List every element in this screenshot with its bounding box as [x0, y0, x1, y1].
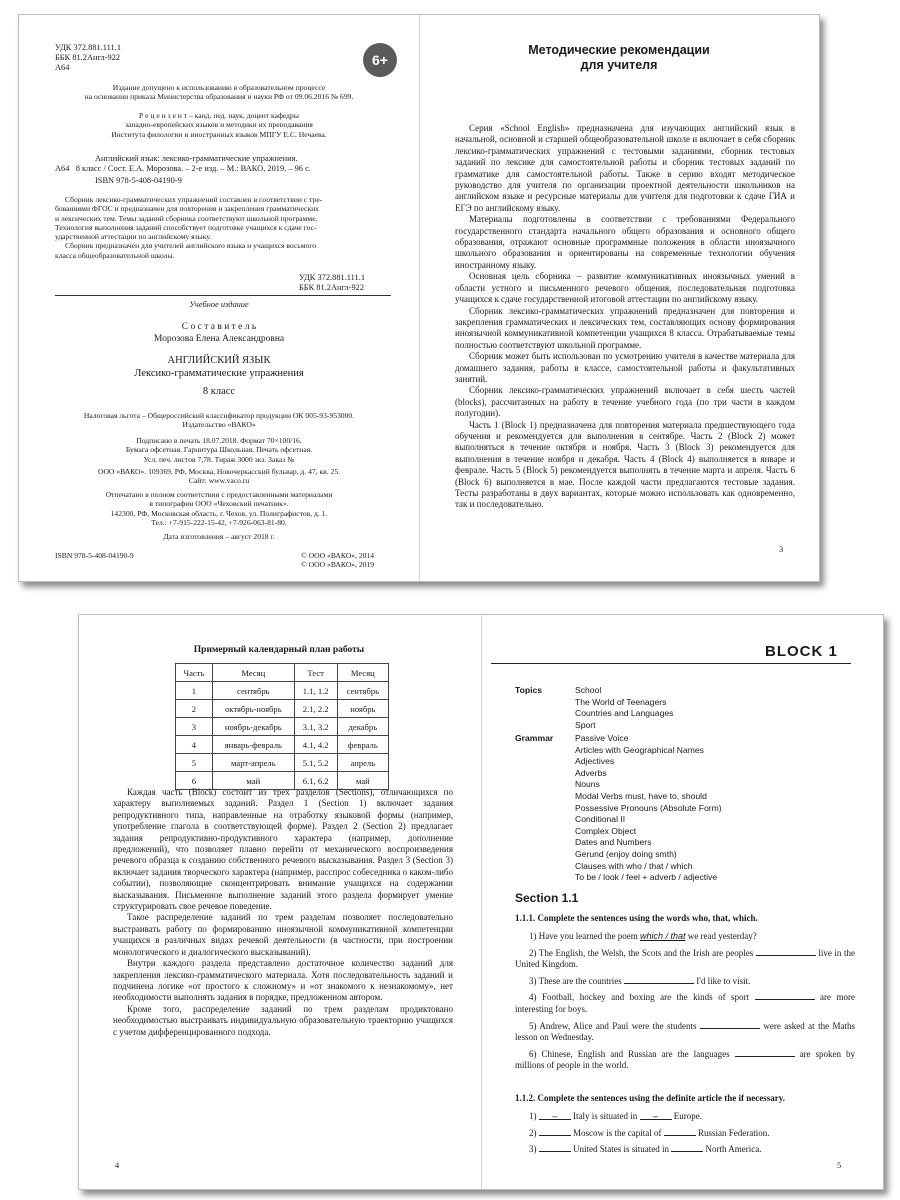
- page-number: 4: [115, 1161, 120, 1170]
- answer-blank[interactable]: [700, 1020, 760, 1029]
- table-row: [176, 700, 389, 718]
- annotation: [55, 195, 391, 260]
- table-cell: март-апрель: [212, 754, 294, 772]
- table-cell: февраль: [337, 736, 388, 754]
- answer-blank[interactable]: [624, 975, 694, 984]
- item-number: 3): [529, 1144, 537, 1155]
- copyright: [301, 551, 411, 570]
- annotation-line: Сборник лексико-грамматических упражнений составлен в соответствии с тре-: [65, 195, 323, 204]
- exercise-item: [515, 931, 855, 943]
- item-text: 3) These are the countries: [529, 975, 625, 986]
- printing-line: в типографии ООО «Чеховский печатник».: [149, 499, 289, 509]
- block-structure-text: [113, 787, 453, 1038]
- table-cell: 3.1, 3.2: [294, 718, 337, 736]
- item-text: 4) Football, hockey and boxing are the kinds of sport: [529, 992, 755, 1003]
- grammar-label: Grammar: [515, 733, 554, 743]
- annotation-line: Сборник предназначен для учителей английского языка и учащихся восьмого: [65, 241, 317, 251]
- paragraph: Основная цель сборника – развитие коммуникативных иноязычных умений в области устного и письменного речевого общения, последовательная подготовка учащихся к сдаче государственной итоговой аттестации по английскому языку.: [455, 271, 795, 305]
- list-item: Adverbs: [575, 767, 607, 778]
- print-info-line: Усл. печ. листов 7,78. Тираж 3000 экз. Заказ №: [143, 454, 295, 464]
- task-2-title: 1.1.2. Complete the sentences using the definite article the if necessary.: [515, 1093, 785, 1103]
- list-item: Nouns: [575, 779, 600, 790]
- column-header: Часть: [176, 664, 213, 682]
- exercise-item: [515, 947, 855, 971]
- page-number: 3: [779, 545, 784, 554]
- table-cell: 1.1, 1.2: [294, 682, 337, 700]
- list-item: Sport: [575, 719, 596, 730]
- table-cell: 5: [176, 754, 213, 772]
- paragraph: Материалы подготовлены в соответствии с требованиями Федерального государственного стандарта начального общего образования и основного общего образования, отражают основные программные положения в области иноязычного школьного образования и ориентированы на современные технологии обучения иностранному языку.: [455, 214, 795, 270]
- task-1-title: 1.1.1. Complete the sentences using the words who, that, which.: [515, 913, 758, 923]
- imprint: [49, 411, 389, 430]
- list-item: Countries and Languages: [575, 708, 674, 719]
- table-cell: январь-февраль: [212, 736, 294, 754]
- item-text: 6) Chinese, English and Russian are the languages: [529, 1048, 735, 1059]
- exercise-item: [529, 1127, 849, 1140]
- codes-right: [299, 273, 399, 293]
- spread-pages-4-5: [78, 614, 884, 1190]
- exercise-item: [515, 991, 855, 1015]
- schedule-table: [175, 663, 389, 790]
- approval-line: на основании приказа Министерства образования и науки РФ от 09.06.2016 № 699.: [84, 92, 354, 102]
- table-cell: апрель: [337, 754, 388, 772]
- table-row: [176, 718, 389, 736]
- annotation-line: бованиями ФГОС и предназначен для повторения и закрепления грамматических: [55, 204, 319, 214]
- table-title: Примерный календарный план работы: [193, 645, 365, 655]
- table-cell: 6.1, 6.2: [294, 772, 337, 790]
- item-text: Moscow is the capital of: [570, 1127, 664, 1138]
- printing-line: 142300, РФ, Московская область, г. Чехов, ул. Полиграфистов, д. 1.: [110, 508, 328, 518]
- list-item: Articles with Geographical Names: [575, 744, 704, 755]
- list-item: Dates and Numbers: [575, 837, 652, 848]
- table-row: [176, 754, 389, 772]
- item-text: are more interesting for boys.: [515, 992, 855, 1014]
- table-cell: ноябрь: [337, 700, 388, 718]
- date-made: Дата изготовления – август 2018 г.: [163, 532, 275, 541]
- answer-blank[interactable]: [539, 1127, 571, 1136]
- table-cell: сентябрь: [212, 682, 294, 700]
- item-text: 1) Have you learned the poem: [529, 931, 640, 941]
- exercise-item: [529, 1143, 849, 1156]
- compiler-name: Морозова Елена Александровна: [153, 334, 285, 344]
- answer-blank[interactable]: [755, 991, 815, 1000]
- annotation-line: Технология выполнения заданий способствует подготовке учащихся к сдаче гос-: [55, 222, 317, 232]
- table-cell: декабрь: [337, 718, 388, 736]
- print-info: [49, 436, 389, 464]
- table-header-row: [176, 664, 389, 682]
- answer-blank[interactable]: [756, 947, 816, 956]
- table-cell: 1: [176, 682, 213, 700]
- annotation-line: и лексических тем. Темы заданий сборника соответствуют школьной программе.: [55, 213, 318, 223]
- copyright-line: © ООО «ВАКО», 2019: [301, 560, 375, 570]
- list-item: The World of Teenagers: [575, 696, 667, 707]
- print-info-line: Бумага офсетная. Гарнитура Школьная. Печать офсетная.: [125, 445, 313, 455]
- reviewer-note: [49, 111, 389, 139]
- publisher-address: ООО «ВАКО». 109369, РФ, Москва, Новочеркасский бульвар, д. 47, кв. 25.: [97, 467, 341, 476]
- imprint-line: Налоговая льгота – Общероссийский классификатор продукции ОК 005-93-953000.: [83, 411, 355, 420]
- list-item: Gerund (enjoy doing smth): [575, 848, 677, 859]
- title-line-2: 8 класс / Сост. Е.А. Морозова. – 2-е изд. – М.: ВАКО, 2019. – 96 с.: [75, 164, 311, 174]
- recommendations-text: [455, 123, 795, 511]
- paragraph: Каждая часть (Block) состоит из трех разделов (Sections), отличающихся по характеру выполняемых заданий. Раздел 1 (Section 1) включает задания репродуктивного типа, направленные на отработку языковой формы (например, употребление глагола в соответствующей форме). Раздел 2 (Section 2) предлагает задания репродуктивно-продуктивного характера (например, дополнение предложений), что позволяет плавно перейти от механического воспроизведения речевого образца к созданию собственного речевого высказывания. Раздел 3 (Section 3) включает задания творческого характера (например, расспрос собеседника о каком-либо событии), позволяющие сконцентрировать внимание учащихся на содержании высказывания. Письменное выполнение заданий этого раздела формирует умение структурировать свое речевое поведение.: [113, 787, 453, 912]
- table-cell: 3: [176, 718, 213, 736]
- column-header: Месяц: [337, 664, 388, 682]
- page-heading: [449, 43, 789, 73]
- printing-line: Тел.: +7-915-222-15-42, +7-926-063-81-80.: [151, 517, 287, 527]
- item-text: Europe.: [671, 1111, 702, 1121]
- compiler-label: С о с т а в и т е л ь: [181, 322, 257, 332]
- classification-codes: [55, 43, 175, 74]
- table-cell: 5.1, 5.2: [294, 754, 337, 772]
- gutter-line: [481, 615, 482, 1189]
- approval-note: [49, 83, 389, 102]
- table-cell: сентябрь: [337, 682, 388, 700]
- annotation-line: ударственной аттестации по английскому языку.: [55, 232, 212, 242]
- table-cell: октябрь-ноябрь: [212, 700, 294, 718]
- answer-blank[interactable]: –: [640, 1111, 672, 1120]
- a64-code: А64: [55, 63, 70, 73]
- item-text: we read yesterday?: [685, 931, 757, 941]
- exercise-item: [529, 1111, 849, 1123]
- item-text: live in the United Kingdom.: [515, 947, 855, 970]
- udk-code-right: УДК 372.881.111.1: [299, 273, 366, 282]
- column-header: Тест: [294, 664, 337, 682]
- paragraph: Сборник может быть использован по усмотрению учителя в качестве материала для домашнего задания, работы в классе, самостоятельной работы и факультативных занятий.: [455, 351, 795, 384]
- bbk-code: ББК 81.2Англ-922: [55, 53, 121, 63]
- heading-line: Методические рекомендации: [528, 43, 710, 57]
- paragraph: Сборник лексико-грамматических упражнений предназначен для повторения и закрепления грамматических и лексических тем, составляющих основу формирования иноязычной коммуникативной компетенции учащихся 8 класса. Отрабатываемые темы полностью соответствуют школьной программе.: [455, 305, 795, 350]
- list-item: Adjectives: [575, 756, 615, 767]
- gutter-line: [419, 15, 420, 581]
- paragraph: Серия «School English» предназначена для изучающих английский язык в начальной, основной и старшей общеобразовательной школе и включает в себя сборник лексико-грамматических упражнений с тестовыми заданиями, сборник тестовых заданий по лексике для самостоятельной работы и сборник тестовых заданий по грамматике для самостоятельной работы. Также в серию входят методическое руководство для учителя по организации проектной деятельности школьников на английском языке и ресурсные материалы для учителя для подготовки к сдаче ГИА и ЕГЭ по английскому языку.: [455, 123, 795, 213]
- publisher-site: Сайт: www.vaco.ru: [188, 476, 250, 486]
- exercise-item: [515, 1020, 855, 1044]
- answer-blank[interactable]: [735, 1048, 795, 1057]
- grade: 8 класс: [202, 386, 236, 397]
- book-subtitle: Лексико-грамматические упражнения: [134, 367, 304, 379]
- paragraph: Кроме того, распределение заданий по трем разделам продиктовано необходимостью выстраивать индивидуальную образовательную траекторию учащихся с учетом дифференцированного подхода.: [113, 1003, 453, 1037]
- list-item: School: [575, 685, 602, 695]
- reviewer-line: западно-европейских языков и методики их преподавания: [125, 120, 313, 130]
- bibliographic-entry: [55, 154, 395, 187]
- item-text: 2) The English, the Welsh, the Scots and the Irish are peoples: [529, 947, 756, 958]
- table-cell: май: [337, 772, 388, 790]
- item-text: were asked at the Maths lesson on Wednesday.: [515, 1020, 855, 1043]
- item-text: I'd like to visit.: [694, 975, 751, 986]
- table-row: [176, 682, 389, 700]
- column-header: Месяц: [212, 664, 294, 682]
- item-text: United States is situated in: [570, 1144, 672, 1155]
- topics-label: Topics: [515, 685, 543, 695]
- approval-line: Издание допущено к использованию в образовательном процессе: [112, 83, 326, 92]
- list-item: Possessive Pronouns (Absolute Form): [575, 802, 722, 813]
- item-text: are spoken by millions of people in the world.: [515, 1048, 855, 1071]
- book-title-block: [49, 355, 389, 399]
- paragraph: Внутри каждого раздела представлено достаточное количество заданий для закрепления лексико-грамматического материала. Хотя последовательность заданий и подчинена логике «от простого к сложному» и «от знакомого к незнакомому», нет необходимости выполнять задания в порядке, предложенном автором.: [113, 958, 453, 1003]
- reviewer-line: Института филологии и иностранных языков МПГУ Е.С. Нечаева.: [111, 129, 327, 139]
- table-cell: ноябрь-декабрь: [212, 718, 294, 736]
- list-item: Conditional II: [575, 814, 626, 825]
- annotation-line: класса общеобразовательной школы.: [55, 250, 175, 260]
- table-cell: 6: [176, 772, 213, 790]
- table-cell: 2: [176, 700, 213, 718]
- edition-type: Учебное издание: [189, 300, 249, 309]
- item-number: 2): [529, 1127, 537, 1138]
- handwritten-answer: which / that: [639, 931, 686, 941]
- print-info-line: Подписано в печать 18.07.2018. Формат 70×100/16.: [136, 436, 302, 445]
- publisher-info: [49, 467, 389, 486]
- task-1-items: [515, 931, 855, 1076]
- list-item: To be / look / feel + adverb / adjective: [575, 872, 718, 883]
- table-row: [176, 736, 389, 754]
- answer-blank[interactable]: –: [539, 1111, 571, 1120]
- paragraph: Такое распределение заданий по трем разделам позволяет последовательно выстраивать работу по формированию иноязычной коммуникативной компетенции учащихся в различных видах речевой деятельности (в частности, при построении монологического и диалогического высказываний).: [113, 912, 453, 957]
- item-text: Russian Federation.: [695, 1127, 770, 1138]
- imprint-line: Издательство «ВАКО»: [182, 420, 256, 430]
- title-line: Английский язык: лексико-грамматические упражнения.: [95, 154, 298, 163]
- table-cell: 4: [176, 736, 213, 754]
- answer-blank[interactable]: [664, 1127, 696, 1136]
- compiler-block: [49, 321, 389, 345]
- answer-blank[interactable]: [671, 1143, 703, 1152]
- age-rating-badge: 6+: [363, 43, 397, 77]
- item-text: North America.: [703, 1144, 762, 1155]
- paragraph: Часть 1 (Block 1) предназначена для повторения материала предшествующего года обучения и рекомендуется для выполнения в сентябре. Часть 2 (Block 2) может выполняться в течение октября и ноября. Часть 3 (Block 3) рекомендуется для выполнения в течение ноября и декабря. Часть 4 (Block 4) выполняется в январе и феврале. Часть 5 (Block 5) рекомендуется выполнять в течение марта и апреля. Часть 6 (Block 6) выполняется в мае. После каждой части предлагаются тестовые задания. Тесты разработаны в двух вариантах, которые можно использовать как одновременно, так и последовательно.: [455, 419, 795, 510]
- topics-list: [575, 685, 845, 731]
- isbn-bottom: ISBN 978-5-408-04190-9: [55, 551, 134, 560]
- block-title-rule: [491, 663, 851, 664]
- list-item: Clauses with who / that / which: [575, 860, 693, 871]
- list-item: Complex Object: [575, 825, 637, 836]
- copyright-line: © ООО «ВАКО», 2014: [301, 551, 375, 560]
- block-title: BLOCK 1: [765, 643, 838, 660]
- table-cell: 4.1, 4.2: [294, 736, 337, 754]
- list-item: Passive Voice: [575, 733, 629, 743]
- section-title: Section 1.1: [515, 891, 579, 905]
- grammar-list: [575, 733, 855, 884]
- divider: [55, 295, 391, 296]
- udk-code: УДК 372.881.111.1: [55, 43, 122, 52]
- a64-code-inline: А64: [55, 164, 70, 174]
- book-title: АНГЛИЙСКИЙ ЯЗЫК: [167, 355, 271, 366]
- item-text: 5) Andrew, Alice and Paul were the students: [529, 1020, 700, 1031]
- table-cell: май: [212, 772, 294, 790]
- table-cell: 2.1, 2.2: [294, 700, 337, 718]
- spread-pages-2-3: [18, 14, 820, 582]
- heading-line: для учителя: [580, 58, 658, 72]
- reviewer-line: Р е ц е н з е н т – канд. пед. наук, доцент кафедры: [139, 111, 299, 120]
- printing-line: Отпечатано в полном соответствии с предоставленными материалами: [105, 490, 333, 499]
- paragraph: Сборник лексико-грамматических упражнений включает в себя шесть частей (blocks), рассчитанных на работу в течение учебного года (по три части в каждом полугодии).: [455, 385, 795, 419]
- list-item: Modal Verbs must, have to, should: [575, 790, 707, 801]
- item-number: 1): [529, 1111, 537, 1121]
- isbn: ISBN 978-5-408-04190-9: [95, 176, 182, 186]
- answer-blank[interactable]: [539, 1143, 571, 1152]
- exercise-item: [515, 975, 855, 988]
- item-text: Italy is situated in: [570, 1111, 640, 1121]
- page-number: 5: [837, 1161, 842, 1170]
- printing-info: [49, 490, 389, 527]
- exercise-item: [515, 1048, 855, 1072]
- bbk-code-right: ББК 81.2Англ-922: [299, 283, 365, 293]
- task-2-items: [529, 1111, 849, 1160]
